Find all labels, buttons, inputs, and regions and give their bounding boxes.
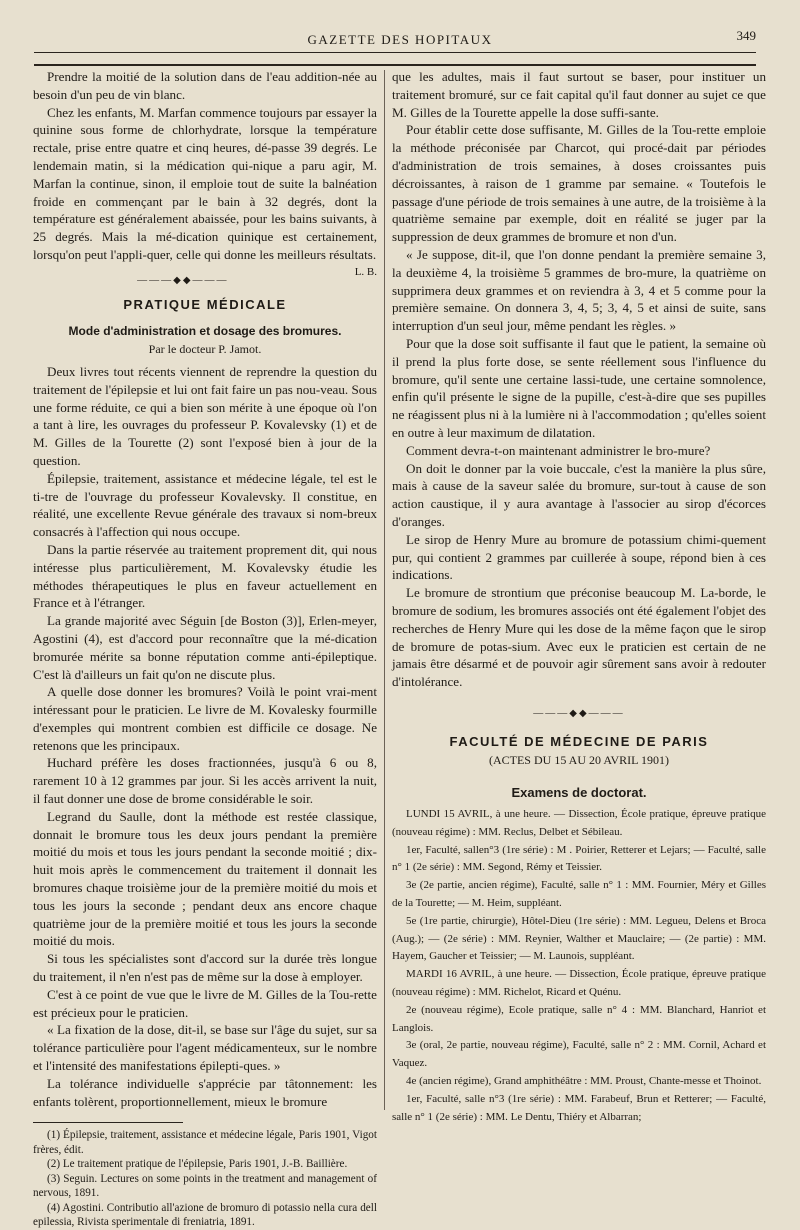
article-title: Mode d'administration et dosage des bromures. xyxy=(68,324,342,339)
ornament-divider: ———◆◆——— xyxy=(137,274,229,286)
exams-title: Examens de doctorat. xyxy=(511,785,647,801)
exam-entry: 3e (oral, 2e partie, nouveau régime), Faculté, salle n° 2 : MM. Cornil, Achard et Vaquez. xyxy=(392,1039,766,1070)
paragraph: « La fixation de la dose, dit-il, se base sur l'âge du sujet, sur sa tolérance particulière pour l'agent médicamenteux, sur le nombre et l'intensité des manifestations épilepti-ques. » xyxy=(33,1022,377,1074)
paragraph: Prendre la moitié de la solution dans de l'eau addition-née au besoin d'un peu de vin blanc. xyxy=(33,69,377,102)
page-header xyxy=(0,28,800,52)
column-divider xyxy=(384,70,385,1110)
footnote: (4) Agostini. Contributio all'azione de bromuro di potassio nella cura dell epilessia, Rivista sperimentale di freniatria, 1891. xyxy=(33,1201,377,1229)
paragraph: Pour que la dose soit suffisante il faut que le patient, la semaine où il prend la plus forte dose, se sente réellement sous l'influence du bromure, qu'il sente une certaine lassi-tude, une certaine somnolence, enfin qu'il présente le signe de la pupille, c'est-à-dire que ses pupilles ne réagissent plus ni à la lumière ni à l'accommodation ; qu'elles soient en outre à leur maximum de dilatation. xyxy=(392,335,766,440)
page-number: 349 xyxy=(736,28,756,43)
footnote: (3) Seguin. Lectures on some points in the treatment and management of nervous, 1891. xyxy=(33,1172,377,1200)
exam-entry: 5e (1re partie, chirurgie), Hôtel-Dieu (1re série) : MM. Legueu, Delens et Broca (Aug.); — (2e série) : MM. Reynier, Walther et Mauclaire; — (2e partie) : MM. Hayem, Gaucher et Teissier; — M. Launois, suppléant. xyxy=(392,914,766,963)
ornament-divider: ———◆◆——— xyxy=(533,707,625,719)
exam-entry: 1er, Faculté, sallen°3 (1re série) : M . Poirier, Retterer et Lejars; — Faculté, salle n° 1 (2e série) : MM. Segond, Rémy et Teissier. xyxy=(392,843,766,874)
paragraph: Chez les enfants, M. Marfan commence toujours par essayer la quinine sous forme de chlorhydrate, lorsque la température rectale, prise entre quatre et cinq heures, dé-passe 39 degrés. Le lendemain matin, si la médication qui-nique a paru agir, M. Marfan la continue, sinon, il emploie tout de suite la balnéation froide en commençant par le bain à 32 degrés, dont la température est généralement abaissée, pour les bains suivants, à 25 degrés. Mais la mé-dication quinique est certainement, lorsqu'on peut l'appli-quer, celle qui donne les meilleurs résultats. L. B. xyxy=(33,104,377,264)
paragraph: Legrand du Saulle, dont la méthode est restée classique, donnait le bromure tous les deux jours pendant la première moitié du mois et tous les jours pendant la seconde moitié ; dix-huit mois après le commencement du traitement il donnait les bromures chaque troisième jour de la première moitié du mois et tous les jours la seconde ; pendant deux ans encore chaque quatrième jour de la première moitié et tous les jours la seconde moitié du mois. xyxy=(33,808,377,949)
exam-entry: MARDI 16 AVRIL, à une heure. — Dissection, École pratique, épreuve pratique (nouveau régime) : MM. Richelot, Ricard et Quénu. xyxy=(392,968,766,999)
paragraph: Épilepsie, traitement, assistance et médecine légale, tel est le ti-tre de l'ouvrage du professeur Kovalevsky. Il constitue, en réalité, une excellente Revue générale des travaux si nom-breux consacrés à l'affection qui nous occupe. xyxy=(33,470,377,540)
paragraph: A quelle dose donner les bromures? Voilà le point vrai-ment intéressant pour le praticien. Le livre de M. Kovalesky fourmille d'exemples qui montrent combien est difficile ce dosage. Ne retenons que les principaux. xyxy=(33,684,377,753)
paragraph: Comment devra-t-on maintenant administrer le bro-mure? xyxy=(406,442,711,458)
exam-entry: 3e (2e partie, ancien régime), Faculté, salle n° 1 : MM. Fournier, Méry et Gilles de la Tourette; — M. Heim, suppléant. xyxy=(392,879,766,910)
paragraph: C'est à ce point de vue que le livre de M. Gilles de la Tou-rette est précieux pour le praticien. xyxy=(33,986,377,1020)
footnote: (2) Le traitement pratique de l'épilepsie, Paris 1901, J.-B. Baillière. xyxy=(47,1158,348,1171)
paragraph: Deux livres tout récents viennent de reprendre la question du traitement de l'épilepsie et lui ont fait faire un pas nou-veau. Sous une forme réduite, ce qui a bien son mérite à une époque où l'on a tant à lire, les ouvrages du professeur P. Kovalevsky (1) et de M. Gilles de la Tourette (2) sont l'exposé bien à jour de la question. xyxy=(33,363,377,468)
paragraph: Pour établir cette dose suffisante, M. Gilles de la Tou-rette emploie la méthode préconisée par Charcot, qui procé-dait par périodes d'administration de trois semaines, à doses croissantes puis décroissantes, à raison de 1 gramme par semaine. « Toutefois le passage d'une période de trois semaines à une autre, de la troisième à la quatrième semaine par exemple, doit en réalité se juger par la suppression de deux grammes de bromure et non d'un. xyxy=(392,122,766,245)
paragraph: Le sirop de Henry Mure au bromure de potassium chimi-quement pur, qui contient 2 grammes par cuillerée à soupe, répond bien à ces indications. xyxy=(392,531,766,583)
paragraph: On doit le donner par la voie buccale, c'est la manière la plus sûre, mais à cause de la saveur salée du bromure, sur-tout à cause de son action caustique, il y aura avantage à l'associer au sirop d'écorces d'oranges. xyxy=(392,460,766,529)
exam-entry: 1er, Faculté, salle n°3 (1re série) : MM. Farabeuf, Brun et Retterer; — Faculté, salle n° 1 (2e série) : MM. Le Dentu, Thiéry et Albarran; xyxy=(392,1092,766,1123)
paragraph: La grande majorité avec Séguin [de Boston (3)], Erlen-meyer, Agostini (4), est d'accord pour reconnaître que la mé-dication bromurée mérite sa bonne réputation comme anti-épileptique. C'est là d'ailleurs un fait qu'on ne discute plus. xyxy=(33,613,377,682)
faculty-title: FACULTÉ DE MÉDECINE DE PARIS xyxy=(449,733,709,749)
header-rule-thick xyxy=(34,64,756,66)
paragraph: Huchard préfère les doses fractionnées, jusqu'à 6 ou 8, rarement 10 à 12 grammes par jour. Si les accès arrivent la nuit, il faut donner une dose de brome considérable le soir. xyxy=(33,755,377,807)
paragraph: Dans la partie réservée au traitement proprement dit, qui nous intéresse plus particulièrement, M. Kovalevsky étudie les méthodes thérapeutiques le plus en faveur actuellement en France et à l'étranger. xyxy=(33,541,377,611)
paragraph: La tolérance individuelle s'apprécie par tâtonnement: les enfants tolèrent, proportionnellement, mieux le bromure xyxy=(33,1075,377,1109)
section-title: PRATIQUE MÉDICALE xyxy=(123,296,287,312)
exam-entry: LUNDI 15 AVRIL, à une heure. — Dissection, École pratique, épreuve pratique (nouveau régime) : MM. Reclus, Delbet et Sébileau. xyxy=(392,808,766,838)
exam-entry: 4e (ancien régime), Grand amphithéâtre : MM. Proust, Chante-messe et Thoinot. xyxy=(406,1075,762,1088)
signature: L. B. xyxy=(354,265,377,278)
paragraph: « Je suppose, dit-il, que l'on donne pendant la première semaine 3, la deuxième 4, la troisième 5 grammes de bro-mure, la quatrième on supprimera deux grammes et on reviendra à 3, 4 et 5 comme pour la première semaine. On donnera 3, 4, 5; 3, 4, 5 et ainsi de suite, sans interruption d'un seul jour, même pendant les règles. » xyxy=(392,246,766,334)
paragraph: que les adultes, mais il faut surtout se baser, pour instituer un traitement bromuré, sur ce fait capital qu'il faut donner au sujet ce que M. Gilles de la Tourette appelle la dose suffi-sante. xyxy=(392,69,766,120)
footnote: (1) Épilepsie, traitement, assistance et médecine légale, Paris 1901, Vigot frères, édit. xyxy=(33,1129,377,1156)
exam-entry: 2e (nouveau régime), Ecole pratique, salle n° 4 : MM. Blanchard, Hanriot et Langlois. xyxy=(392,1003,766,1034)
left-column xyxy=(33,68,377,1230)
running-title: GAZETTE DES HOPITAUX xyxy=(307,32,493,47)
paragraph: Le bromure de strontium que préconise beaucoup M. La-borde, le bromure de sodium, les bromures associés ont été également l'objet des recherches de Henry Mure qui les dose de la même façon que le sirop de bromure de potas-sium. Avec eux le praticien est certain de ne jamais être désarmé et de pouvoir agir sûrement sans avoir à redouter d'intolérance. xyxy=(392,585,766,690)
header-rule xyxy=(34,52,756,53)
faculty-dates: (ACTES DU 15 AU 20 AVRIL 1901) xyxy=(488,753,669,768)
paragraph: Si tous les spécialistes sont d'accord sur la durée très longue du traitement, il n'en n'est pas de même sur la dose à employer. xyxy=(33,951,377,985)
right-column xyxy=(392,68,766,1126)
byline: Par le docteur P. Jamot. xyxy=(148,342,262,357)
